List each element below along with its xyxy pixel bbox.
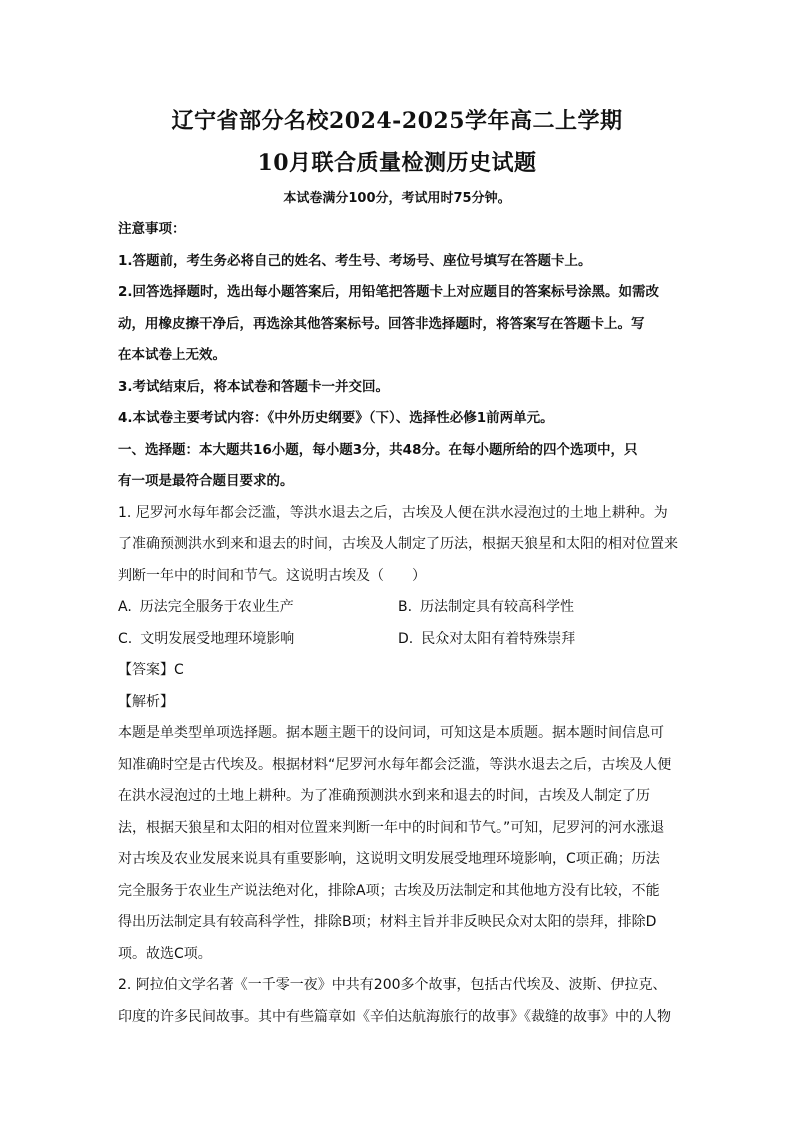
option-b-text: 历法制定具有较高科学性 bbox=[420, 599, 575, 615]
document-title-line-1: 辽宁省部分名校2024-2025学年高二上学期 bbox=[171, 108, 623, 134]
analysis-label: 【解析】 bbox=[118, 693, 174, 710]
analysis-line: 得出历法制定具有较高科学性，排除B项；材料主旨并非反映民众对太阳的崇拜，排除D bbox=[118, 914, 657, 930]
analysis-line: 法，根据天狼星和太阳的相对位置来判断一年中的时间和节气。”可知，尼罗河的河水涨退 bbox=[118, 819, 665, 836]
analysis-line: 在洪水浸泡过的土地上耕种。为了准确预测洪水到来和退去的时间，古埃及人制定了历 bbox=[118, 788, 650, 804]
document-title-line-2: 10月联合质量检测历史试题 bbox=[257, 150, 537, 176]
question-1-options bbox=[118, 592, 678, 655]
notice-item-3: 3.考试结束后，将本试卷和答题卡一并交回。 bbox=[118, 378, 390, 395]
option-a bbox=[118, 592, 398, 624]
question-2-line-2: 印度的许多民间故事。其中有些篇章如《辛伯达航海旅行的故事》《裁缝的故事》中的人物 bbox=[118, 1008, 671, 1025]
option-d-text: 民众对太阳有着特殊崇拜 bbox=[421, 630, 576, 647]
notice-item-2-line-2: 动，用橡皮擦干净后，再选涂其他答案标号。回答非选择题时，将答案写在答题卡上。写 bbox=[118, 315, 645, 332]
option-d bbox=[398, 624, 678, 656]
section-heading-line-2: 有一项是最符合题目要求的。 bbox=[118, 473, 294, 489]
analysis-line: 知准确时空是古代埃及。根据材料“尼罗河水每年都会泛滥，等洪水退去之后，古埃及人便 bbox=[118, 756, 672, 773]
document-body bbox=[118, 214, 678, 1033]
answer-line: 【答案】C bbox=[118, 662, 184, 678]
notice-item-2-line-3: 在本试卷上无效。 bbox=[118, 347, 226, 363]
question-1-line-3: 判断一年中的时间和节气。这说明古埃及（ ） bbox=[118, 567, 426, 584]
option-c bbox=[118, 624, 398, 656]
analysis-line: 项。故选C项。 bbox=[118, 945, 212, 962]
option-b-letter: B. bbox=[398, 599, 413, 615]
section-heading-line-1: 一、选择题：本大题共16小题，每小题3分，共48分。在每小题所给的四个选项中，只 bbox=[118, 441, 638, 458]
analysis-line: 本题是单类型单项选择题。据本题主题干的设问词，可知这是本质题。据本题时间信息可 bbox=[118, 725, 664, 741]
notice-item-2-line-1: 2.回答选择题时，选出每小题答案后，用铅笔把答题卡上对应题目的答案标号涂黑。如需改 bbox=[118, 284, 660, 300]
exam-info: 本试卷满分100分，考试用时75分钟。 bbox=[283, 191, 511, 206]
analysis-line: 对古埃及农业发展来说具有重要影响，这说明文明发展受地理环境影响，C项正确；历法 bbox=[118, 851, 660, 867]
option-c-text: 文明发展受地理环境影响 bbox=[140, 630, 295, 647]
notice-item-4: 4.本试卷主要考试内容：《中外历史纲要》（下）、选择性必修1前两单元。 bbox=[118, 410, 554, 426]
question-2-line-1: 2. 阿拉伯文学名著《一千零一夜》中共有200多个故事，包括古代埃及、波斯、伊拉克、 bbox=[118, 977, 667, 993]
notice-item-1: 1.答题前，考生务必将自己的姓名、考生号、考场号、座位号填写在答题卡上。 bbox=[118, 252, 592, 269]
option-d-letter: D. bbox=[398, 630, 414, 647]
question-1-line-2: 了准确预测洪水到来和退去的时间，古埃及人制定了历法，根据天狼星和太阳的相对位置来 bbox=[118, 536, 678, 552]
option-c-letter: C. bbox=[118, 630, 133, 647]
option-b bbox=[398, 592, 678, 624]
question-1-line-1: 1. 尼罗河水每年都会泛滥，等洪水退去之后，古埃及人便在洪水浸泡过的土地上耕种。为 bbox=[118, 504, 668, 521]
option-a-text: 历法完全服务于农业生产 bbox=[139, 599, 294, 615]
option-a-letter: A. bbox=[118, 599, 132, 615]
notice-heading: 注意事项： bbox=[118, 221, 186, 237]
analysis-line: 完全服务于农业生产说法绝对化，排除A项；古埃及历法制定和其他地方没有比较，不能 bbox=[118, 882, 660, 899]
